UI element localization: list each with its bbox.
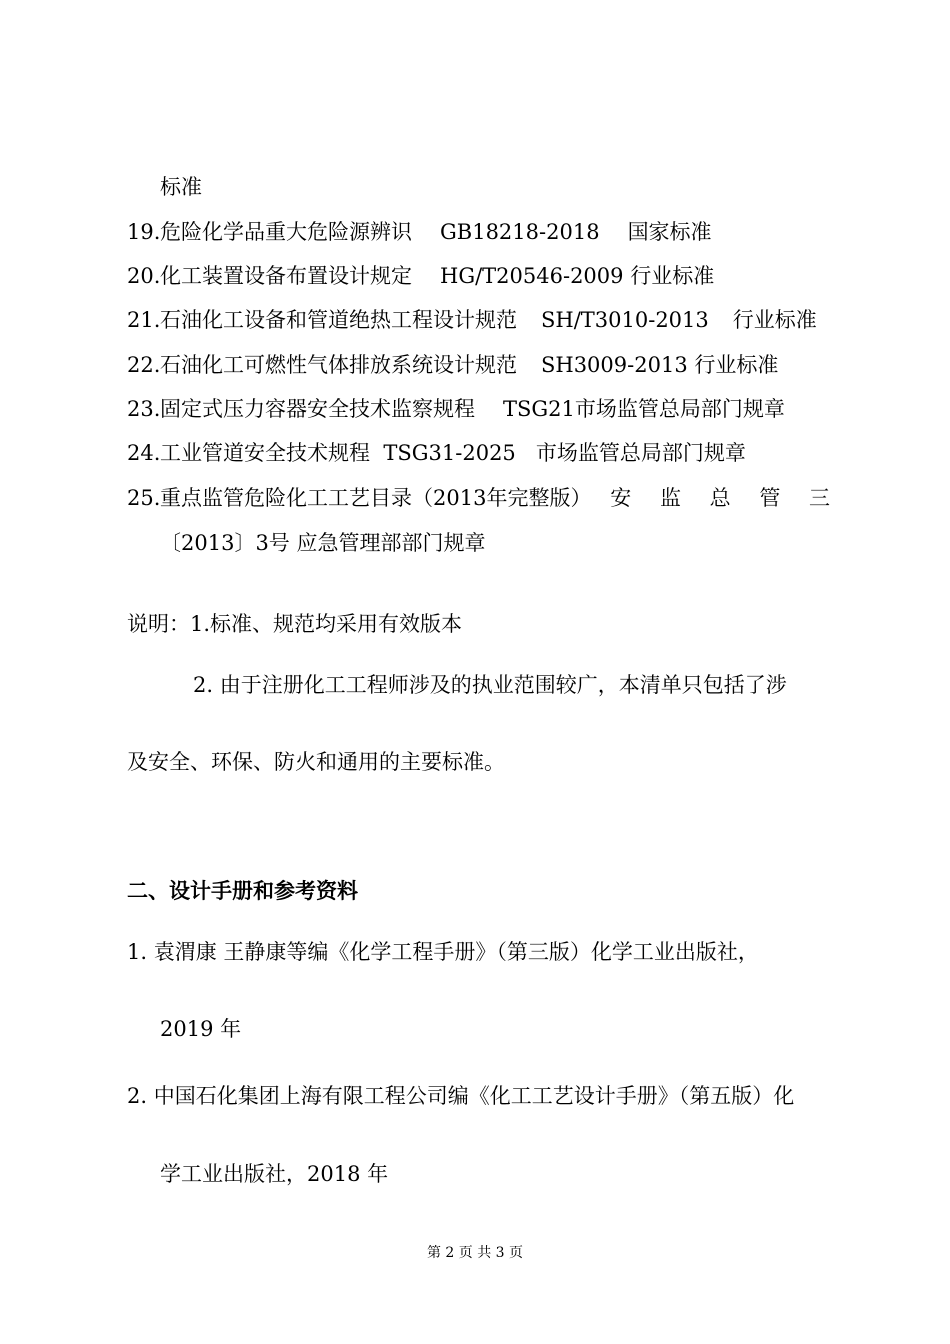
item-number: 20. bbox=[127, 264, 161, 288]
item-title: 工业管道安全技术规程 bbox=[160, 441, 370, 465]
item-number: 22. bbox=[127, 353, 161, 377]
item-type: 市场监管总局部门规章 bbox=[574, 397, 785, 421]
item-code: SH3009-2013 bbox=[541, 353, 688, 377]
item-code: TSG21 bbox=[503, 397, 575, 421]
item-title: 危险化学品重大危险源辨识 bbox=[160, 220, 412, 244]
item-code: SH/T3010-2013 bbox=[541, 308, 709, 332]
reference-1-line-1: 1. 袁渭康 王静康等编《化学工程手册》（第三版）化学工业出版社， bbox=[127, 940, 759, 964]
section-heading: 二、设计手册和参考资料 bbox=[127, 879, 358, 903]
item-type: 市场监管总局部门规章 bbox=[535, 441, 746, 465]
item-code: 安 监 总 管 三 bbox=[610, 486, 830, 510]
item-type: 国家标准 bbox=[627, 220, 712, 244]
reference-2-line-2: 学工业出版社，2018 年 bbox=[160, 1162, 389, 1186]
item-number: 23. bbox=[127, 397, 161, 421]
note-2-line-1: 2. 由于注册化工工程师涉及的执业范围较广，本清单只包括了涉 bbox=[193, 673, 787, 697]
list-item-19 bbox=[127, 217, 712, 247]
item-title: 化工装置设备布置设计规定 bbox=[160, 264, 412, 288]
reference-2-line-1: 2. 中国石化集团上海有限工程公司编《化工工艺设计手册》（第五版）化 bbox=[127, 1084, 795, 1108]
item-code: HG/T20546-2009 bbox=[440, 264, 624, 288]
item-title: 石油化工可燃性气体排放系统设计规范 bbox=[160, 353, 517, 377]
item-type: 行业标准 bbox=[630, 264, 715, 288]
item-number: 25. bbox=[127, 486, 161, 510]
item-code: GB18218-2018 bbox=[440, 220, 600, 244]
item-18-continuation: 标准 bbox=[160, 175, 202, 199]
list-item-25-continuation: 〔2013〕3号 应急管理部部门规章 bbox=[160, 531, 486, 555]
item-number: 19. bbox=[127, 220, 161, 244]
list-item-23 bbox=[127, 394, 785, 424]
item-type: 行业标准 bbox=[694, 353, 779, 377]
list-item-25 bbox=[127, 483, 830, 513]
item-number: 21. bbox=[127, 308, 161, 332]
list-item-24 bbox=[127, 438, 746, 468]
page-footer: 第 2 页 共 3 页 bbox=[426, 1245, 524, 1261]
list-item-22 bbox=[127, 350, 778, 380]
item-title: 石油化工设备和管道绝热工程设计规范 bbox=[160, 308, 517, 332]
item-title: 固定式压力容器安全技术监察规程 bbox=[160, 397, 475, 421]
reference-1-line-2: 2019 年 bbox=[160, 1017, 242, 1041]
item-number: 24. bbox=[127, 441, 161, 465]
item-title: 重点监管危险化工工艺目录（2013年完整版） bbox=[160, 486, 592, 510]
list-item-20 bbox=[127, 261, 714, 291]
item-code: TSG31-2025 bbox=[383, 441, 516, 465]
note-label: 说明：1.标准、规范均采用有效版本 bbox=[127, 612, 463, 636]
item-type: 行业标准 bbox=[732, 308, 817, 332]
list-item-21 bbox=[127, 305, 817, 335]
note-2-line-2: 及安全、环保、防火和通用的主要标准。 bbox=[127, 750, 505, 774]
